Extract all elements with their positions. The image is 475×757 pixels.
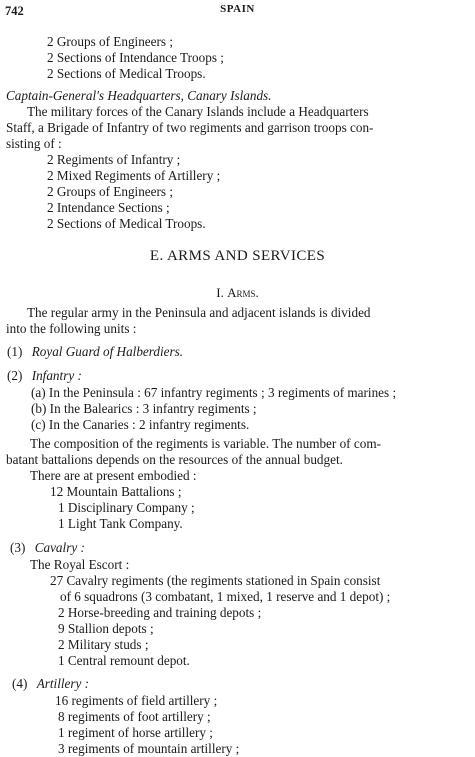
unit-name: Artillery : [36,676,90,691]
list-item: 8 regiments of foot artillery ; [58,709,211,724]
list-item: (b) In the Balearics : 3 infantry regiments ; [31,401,257,416]
page-number: 742 [5,4,24,18]
list-item: 2 Groups of Engineers ; [47,184,173,199]
list-item: 2 Regiments of Infantry ; [47,152,181,167]
unit-number: (3) [10,540,26,555]
text-line: Staff, a Brigade of Infantry of two regiments and garrison troops con- [6,120,374,135]
list-item: 2 Mixed Regiments of Artillery ; [47,168,221,183]
list-item: 2 Horse-breeding and training depots ; [58,605,262,620]
list-item: 16 regiments of field artillery ; [55,693,218,708]
text-line: The military forces of the Canary Islands include a Headquarters [27,104,369,119]
subsection-number: I. [216,285,224,300]
list-item: (a) In the Peninsula : 67 infantry regiments ; 3 regiments of marines ; [31,385,397,400]
subsection-title [0,285,475,301]
text-line: There are at present embodied : [30,468,197,483]
section-title: E. ARMS AND SERVICES [149,248,326,264]
unit-heading [12,676,89,692]
text-line: The Royal Escort : [30,557,130,572]
list-item: 2 Intendance Sections ; [47,200,170,215]
unit-number: (4) [12,676,28,691]
unit-heading [7,368,82,384]
unit-heading [7,344,183,360]
list-item: 1 Central remount depot. [58,653,190,668]
subheading: Captain-General's Headquarters, Canary Islands. [6,88,272,103]
text-line: The composition of the regiments is variable. The number of com- [30,436,381,451]
text-line: The regular army in the Peninsula and adjacent islands is divided [27,305,371,320]
list-item: 2 Sections of Medical Troops. [47,216,206,231]
unit-name: Cavalry : [34,540,85,555]
list-item: of 6 squadrons (3 combatant, 1 mixed, 1 reserve and 1 depot) ; [60,589,391,604]
list-item: 12 Mountain Battalions ; [50,484,182,499]
unit-number: (2) [7,368,23,383]
list-item: (c) In the Canaries : 2 infantry regiments. [31,417,250,432]
list-item: 1 Disciplinary Company ; [58,500,195,515]
list-item: 1 regiment of horse artillery ; [58,725,213,740]
unit-heading [10,540,85,556]
list-item: 9 Stallion depots ; [58,621,154,636]
text-line: batant battalions depends on the resources of the annual budget. [6,452,343,467]
text-line: 2 Groups of Engineers ; [47,34,173,49]
text-line: into the following units : [6,321,137,336]
running-title: SPAIN [220,3,255,15]
list-item: 3 regiments of mountain artillery ; [58,741,240,756]
subsection-label: Arms. [227,285,259,300]
unit-name: Royal Guard of Halberdiers. [31,344,184,359]
list-item: 27 Cavalry regiments (the regiments stationed in Spain consist [50,573,381,588]
text-line: 2 Sections of Medical Troops. [47,66,206,81]
text-line: 2 Sections of Intendance Troops ; [47,50,224,65]
list-item: 2 Military studs ; [58,637,149,652]
list-item: 1 Light Tank Company. [58,516,183,531]
unit-name: Infantry : [31,368,82,383]
text-line: sisting of : [6,136,62,151]
unit-number: (1) [7,344,23,359]
